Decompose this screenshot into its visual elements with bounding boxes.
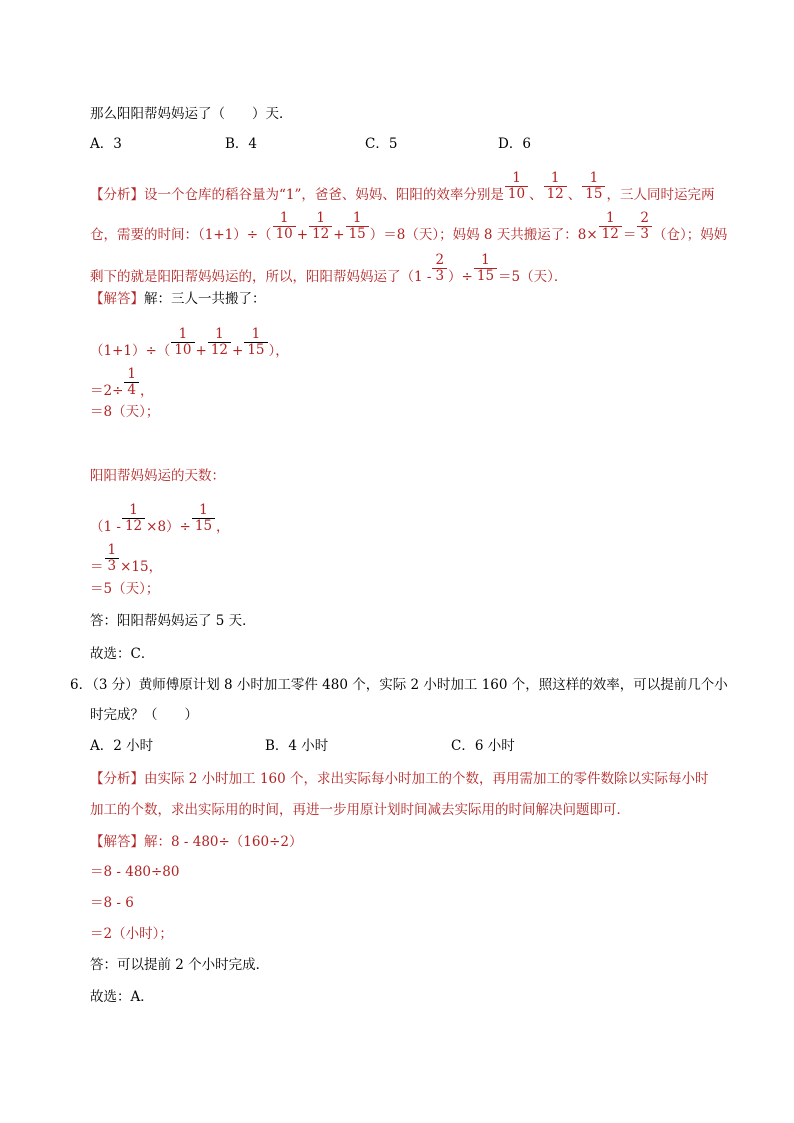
fraction: $\frac{2}{3}$ [432,253,447,284]
q6-answer-line3: ＝8 - 6 [90,895,134,911]
fraction: $\frac{1}{12}$ [309,211,332,242]
q6-analysis-line1: 【分析】由实际 2 小时加工 160 个，求出实际每小时加工的个数，再用需加工的零件数除以实际每小时 [90,771,709,787]
fraction: $\frac{1}{15}$ [474,253,497,284]
q6-answer-line2: ＝8 - 480÷80 [90,864,180,880]
fraction: $\frac{1}{4}$ [124,367,139,398]
fraction: $\frac{1}{12}$ [208,327,231,358]
q5-answer-line1: 【解答】解：三人一共搬了： [90,291,266,307]
q5-option-d: D．6 [498,136,531,152]
fraction: $\frac{1}{15}$ [244,327,267,358]
q5-answer-line3: ＝2÷ $\frac{1}{4}$ ， [90,366,154,399]
q6-answer-conclusion: 答：可以提前 2 个小时完成． [90,957,270,973]
q5-answer-line7: ＝ $\frac{1}{3}$ ×15， [90,542,163,575]
fraction: $\frac{1}{15}$ [346,211,369,242]
q5-answer-line4: ＝8（天）； [90,404,160,420]
fraction: $\frac{1}{10}$ [273,211,296,242]
q6-option-a: A．2 小时 [90,738,154,754]
q5-option-c: C．5 [365,136,398,152]
q5-analysis-line3: 剩下的就是阳阳帮妈妈运的，所以，阳阳帮妈妈运了（1 - $\frac{2}{3}$ ）÷ $\frac{1}{15}$ ＝5（天）． [90,252,568,285]
fraction: $\frac{1}{12}$ [122,503,145,534]
fraction: $\frac{1}{3}$ [105,543,120,574]
q5-stem-tail: 那么阳阳帮妈妈运了（ ）天． [90,106,293,122]
fraction: $\frac{2}{3}$ [637,211,652,242]
q6-option-c: C．6 小时 [451,738,515,754]
q6-stem-line2: 时完成？（ ） [90,707,198,723]
q5-answer-line5: 阳阳帮妈妈运的天数： [90,468,225,484]
fraction: $\frac{1}{10}$ [505,171,528,202]
fraction: $\frac{1}{12}$ [599,211,622,242]
q5-analysis-line1: 【分析】设一个仓库的稻谷量为“1”，爸爸、妈妈、阳阳的效率分别是 $\frac{1}{10}$ 、 $\frac{1}{12}$ 、 $\frac{1}{15}$ ，三人同时运完两 [90,170,715,203]
q5-option-a: A．3 [90,136,122,152]
fraction: $\frac{1}{15}$ [582,171,605,202]
answer-tag: 【解答】 [90,834,144,850]
q6-answer-choice: 故选：A． [90,989,154,1005]
q5-answer-choice: 故选：C． [90,646,155,662]
q5-analysis-line2: 仓，需要的时间：（1+1）÷（ $\frac{1}{10}$ + $\frac{1}{12}$ + $\frac{1}{15}$ ）＝8（天）；妈妈 8 天共搬运了：8× $\frac{1}{12}$ ＝ $\frac{2}{3}$ （仓）；妈妈 [90,210,728,243]
q5-answer-conclusion: 答：阳阳帮妈妈运了 5 天． [90,613,256,629]
q6-answer-line1: 【解答】解：8 - 480÷（160÷2） [90,834,303,850]
q6-analysis-line2: 加工的个数，求出实际用的时间，再进一步用原计划时间减去实际用的时间解决问题即可． [90,802,630,818]
fraction: $\frac{1}{12}$ [544,171,567,202]
q5-answer-line2: （1+1）÷（ $\frac{1}{10}$ + $\frac{1}{12}$ + $\frac{1}{15}$ ）， [90,326,289,359]
q5-answer-line8: ＝5（天）； [90,581,160,597]
q6-answer-line4: ＝2（小时）； [90,926,173,942]
answer-tag: 【解答】 [90,291,144,307]
fraction: $\frac{1}{10}$ [171,327,194,358]
q6-option-b: B．4 小时 [265,738,329,754]
q5-option-b: B．4 [225,136,258,152]
fraction: $\frac{1}{15}$ [192,503,215,534]
q6-stem-line1: 6．（3 分）黄师傅原计划 8 小时加工零件 480 个，实际 2 小时加工 160 个，照这样的效率，可以提前几个小 [70,677,728,693]
analysis-tag: 【分析】 [90,187,144,203]
analysis-tag: 【分析】 [90,771,144,787]
q5-answer-line6: （1 - $\frac{1}{12}$ ×8）÷ $\frac{1}{15}$ ， [90,502,230,535]
